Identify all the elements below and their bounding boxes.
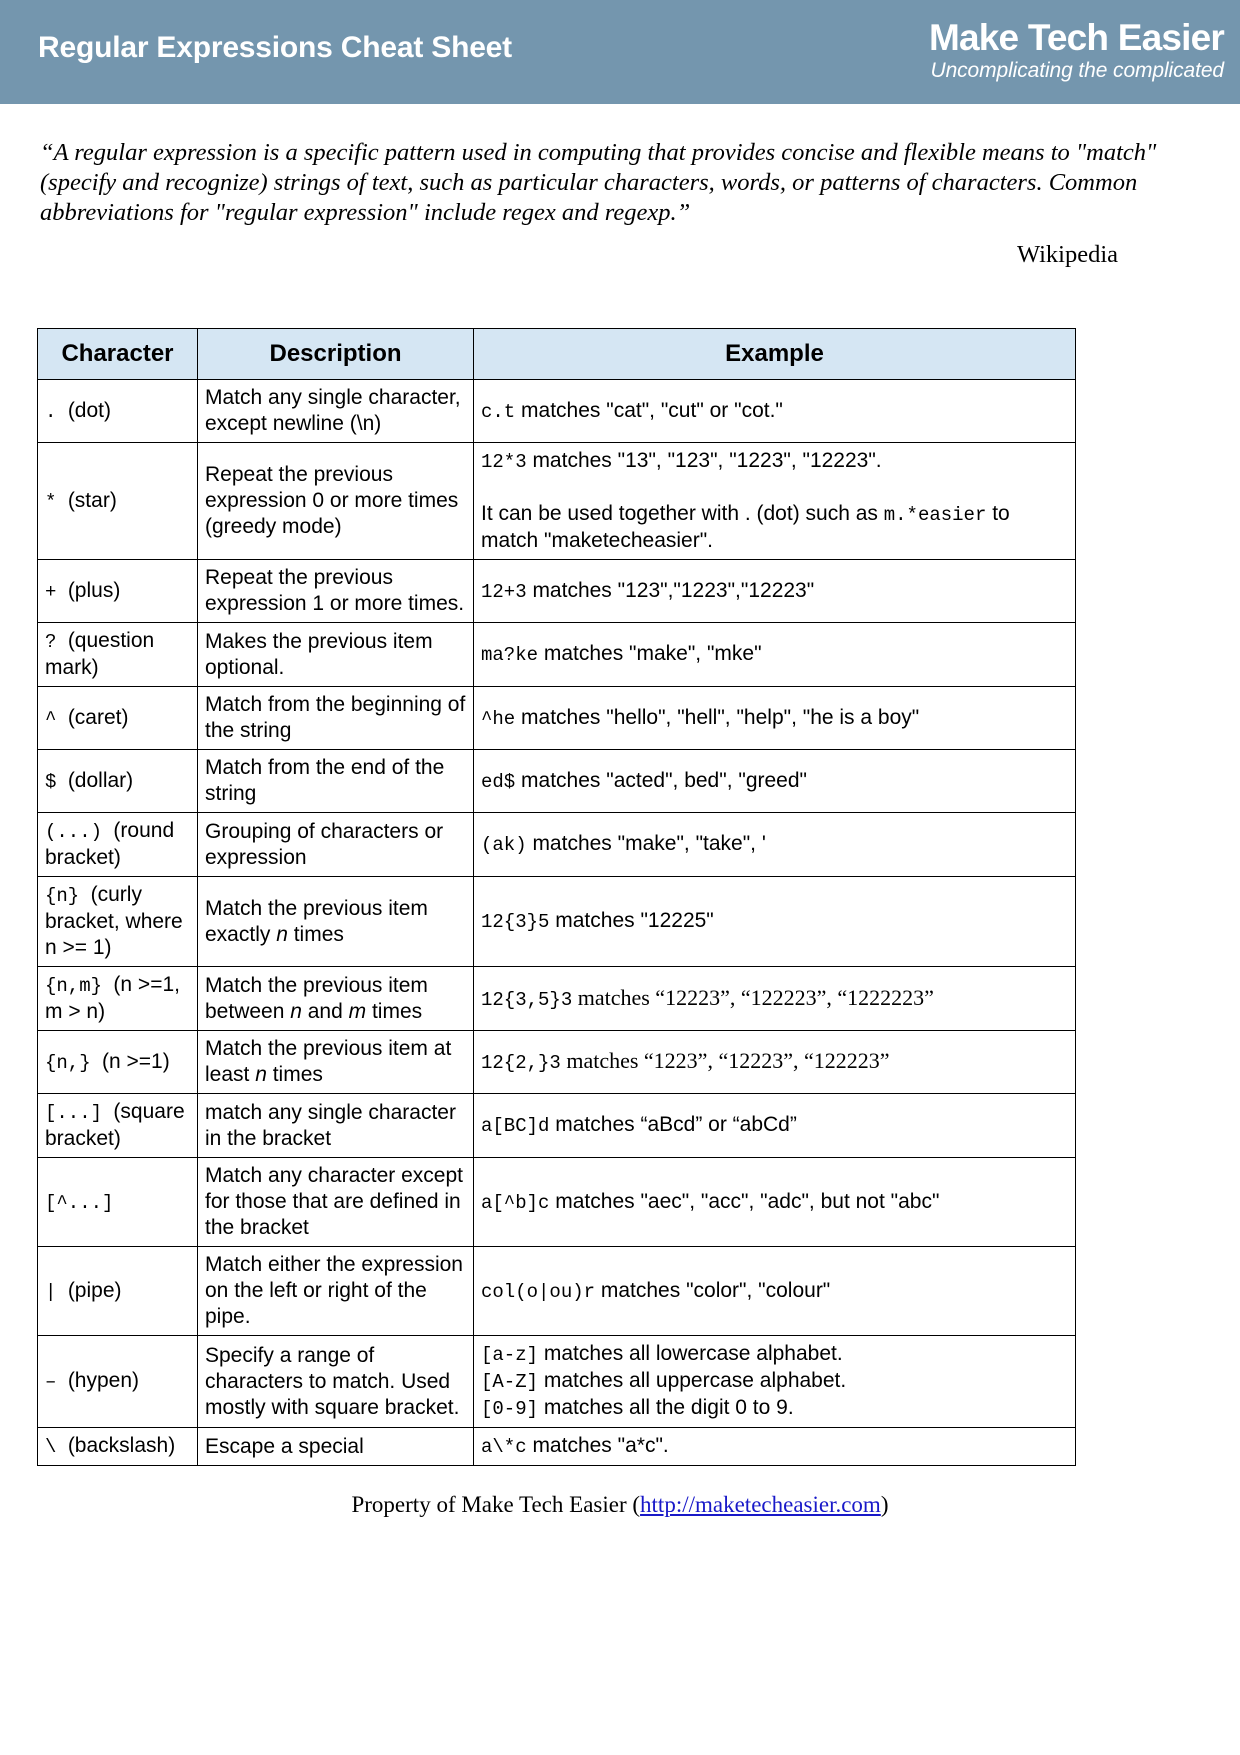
example-line [481,1189,1068,1216]
cheatsheet-table-wrap [0,328,1240,1466]
example-text: matches "123","1223","12223" [526,578,815,602]
example-text: matches "make", "take", ' [526,832,766,855]
example-text: matches “12223”, “122223”, “1222223” [572,984,934,1010]
cell-example [474,1031,1076,1094]
example-text: matches “1223”, “12223”, “122223” [560,1048,890,1073]
cell-description: Grouping of characters or expression [198,813,474,877]
cell-example [474,380,1076,443]
example-line [481,501,1068,554]
page-header-bar [0,0,1240,104]
description-text: Match the previous item at least [205,1037,452,1086]
cell-character [38,967,198,1031]
regex-token: | [45,1280,68,1303]
regex-token: a[BC]d [481,1115,550,1137]
description-text: Match the previous item between [205,973,428,1023]
example-text: matches "cat", "cut" or "cot." [515,398,783,422]
description-variable: m [348,999,367,1023]
cell-example [474,443,1076,560]
regex-token: ^he [481,707,516,730]
brand-tagline: Uncomplicating the complicated [930,59,1224,82]
regex-token: ed$ [481,770,516,793]
description-variable: n [255,1063,267,1086]
example-line [481,985,1068,1013]
description-text: times [366,999,423,1023]
character-label: (question mark) [45,629,155,679]
example-text: matches "make", "mke" [538,642,762,665]
regex-token: ? [45,631,68,653]
example-line [481,908,1068,935]
table-row [38,877,1076,967]
description-text: Match the previous item exactly [205,896,428,946]
cheatsheet-table [37,328,1076,1466]
example-line [481,1112,1068,1139]
cell-example [474,1247,1076,1336]
cell-example [474,1158,1076,1247]
regex-token: col(o|ou)r [481,1280,596,1303]
table-row [38,1031,1076,1094]
cell-character [38,380,198,443]
cell-example [474,750,1076,813]
table-row [38,443,1076,560]
cell-description: match any single character in the bracket [198,1094,474,1158]
regex-token: 12+3 [481,580,527,603]
example-text: matches "color", "colour" [595,1278,831,1302]
cell-example [474,560,1076,623]
table-row [38,380,1076,443]
column-header-example: Example [474,329,1076,380]
regex-token: [^...] [45,1191,114,1214]
cell-description: Match either the expression on the left or right of the pipe. [198,1247,474,1336]
example-text: matches "hello", "hell", "help", "he is a boy" [515,705,920,729]
regex-token: (ak) [481,834,527,856]
example-line [481,1395,1068,1422]
cell-description: Repeat the previous expression 0 or more times (greedy mode) [198,443,474,560]
example-text: matches all uppercase alphabet. [538,1369,847,1392]
example-text: matches "12225" [549,909,714,932]
regex-token: [0-9] [481,1398,539,1420]
character-label: (dollar) [67,768,134,792]
example-text: matches all lowercase alphabet. [538,1342,843,1365]
regex-token: 12{3,5}3 [481,988,573,1011]
character-label: (dot) [67,398,111,422]
footer-link[interactable]: http://maketecheasier.com [640,1492,881,1517]
example-line [481,641,1068,668]
cell-description: Match any single character, except newline (\n) [198,380,474,443]
cell-example [474,1094,1076,1158]
example-line [481,1433,1068,1460]
description-variable: n [290,999,302,1023]
example-line [481,831,1068,858]
cell-character [38,1031,198,1094]
cell-character [38,560,198,623]
footer [0,1492,1240,1518]
brand-name: Make Tech Easier [928,17,1224,58]
description-text: and [301,999,349,1023]
description-text: times [287,922,344,946]
cell-description [198,1031,474,1094]
regex-token: + [45,580,68,603]
table-row [38,1094,1076,1158]
regex-token: [...] [45,1102,114,1124]
table-row [38,1428,1076,1466]
table-row [38,967,1076,1031]
regex-token: – [45,1371,68,1393]
table-header-row [38,329,1076,380]
example-text: matches "13", "123", "1223", "12223". [526,449,882,472]
cell-character [38,1336,198,1428]
footer-suffix: ) [880,1492,889,1517]
regex-token: [a-z] [481,1344,539,1366]
column-header-character: Character [38,329,198,380]
regex-token: {n,m} [45,975,114,997]
cell-character [38,1094,198,1158]
character-label: (curly bracket, where n >= 1) [45,883,183,959]
cell-character [38,687,198,750]
page-title: Regular Expressions Cheat Sheet [38,31,512,64]
regex-token: * [45,490,68,513]
regex-token: ma?ke [481,644,539,666]
table-row [38,687,1076,750]
description-variable: n [276,922,288,946]
character-label: (n >=1) [102,1049,170,1073]
regex-token: (...) [45,821,114,843]
cell-description: Makes the previous item optional. [198,623,474,687]
example-text: to match "maketecheasier". [481,502,1010,552]
regex-token: m.*easier [883,504,987,526]
regex-token: . [45,400,68,423]
character-label: (hypen) [67,1369,140,1392]
cell-description: Specify a range of characters to match. Used mostly with square bracket. [198,1336,474,1428]
cell-example [474,687,1076,750]
cell-character [38,1428,198,1466]
example-line [481,578,1068,605]
cell-description [198,877,474,967]
cell-character [38,1247,198,1336]
example-text: matches "aec", "acc", "adc", but not "abc" [549,1189,940,1213]
cell-description: Escape a special [198,1428,474,1466]
example-line [481,1278,1068,1305]
regex-token: ^ [45,707,68,730]
example-spacer [481,475,1068,501]
character-label: (caret) [67,705,129,729]
cell-character [38,623,198,687]
example-text: matches all the digit 0 to 9. [538,1396,794,1419]
character-label: (round bracket) [45,819,175,869]
cell-description: Repeat the previous expression 1 or more times. [198,560,474,623]
regex-token: a\*c [481,1436,527,1458]
regex-token: 12*3 [481,451,527,473]
column-header-description: Description [198,329,474,380]
brand-block [929,18,1224,84]
cell-character [38,877,198,967]
example-line [481,1341,1068,1368]
cell-example [474,877,1076,967]
table-row [38,1247,1076,1336]
cell-example [474,813,1076,877]
character-label: (backslash) [67,1434,176,1457]
regex-token: [A-Z] [481,1371,539,1393]
regex-token: \ [45,1436,68,1458]
character-label: (pipe) [67,1278,122,1302]
character-label: (n >=1, m > n) [45,973,180,1023]
table-row [38,750,1076,813]
cell-character [38,813,198,877]
cell-character [38,1158,198,1247]
table-row [38,813,1076,877]
character-label: (square bracket) [45,1100,185,1150]
example-text: It can be used together with . (dot) such as [481,502,884,525]
cell-description [198,967,474,1031]
regex-token: a[^b]c [481,1191,550,1214]
example-line [481,448,1068,475]
footer-prefix: Property of Make Tech Easier ( [351,1492,641,1517]
character-label: (star) [67,488,117,512]
intro-quote-block [40,138,1160,270]
cell-example [474,967,1076,1031]
cell-description: Match from the end of the string [198,750,474,813]
cell-example [474,1336,1076,1428]
example-text: matches "a*c". [526,1434,669,1457]
example-line [481,398,1068,425]
example-text: matches "acted", bed", "greed" [515,768,807,792]
regex-token: {n,} [45,1051,103,1074]
example-line [481,1368,1068,1395]
table-row [38,623,1076,687]
regex-token: {n} [45,885,91,907]
description-text: times [266,1063,323,1086]
example-text: matches “aBcd” or “abCd” [549,1113,797,1136]
regex-token: $ [45,770,68,793]
example-line [481,1048,1068,1076]
character-label: (plus) [67,578,121,602]
cell-character [38,443,198,560]
cell-example [474,1428,1076,1466]
quote-text: “A regular expression is a specific pattern used in computing that provides concise and flexible means to "match" (specify and recognize) strings of text, such as particular characters, words, or patterns of characters. Common abbreviations for "regular expression" include regex and regexp.” [40,139,1157,226]
cell-example [474,623,1076,687]
table-row [38,560,1076,623]
table-row [38,1336,1076,1428]
table-row [38,1158,1076,1247]
regex-token: 12{3}5 [481,911,550,933]
table-body [38,380,1076,1466]
cell-description: Match any character except for those that are defined in the bracket [198,1158,474,1247]
cell-character [38,750,198,813]
quote-attribution: Wikipedia [1016,241,1118,268]
example-line [481,705,1068,732]
cell-description: Match from the beginning of the string [198,687,474,750]
regex-token: c.t [481,400,516,423]
regex-token: 12{2,}3 [481,1052,561,1074]
example-line [481,768,1068,795]
